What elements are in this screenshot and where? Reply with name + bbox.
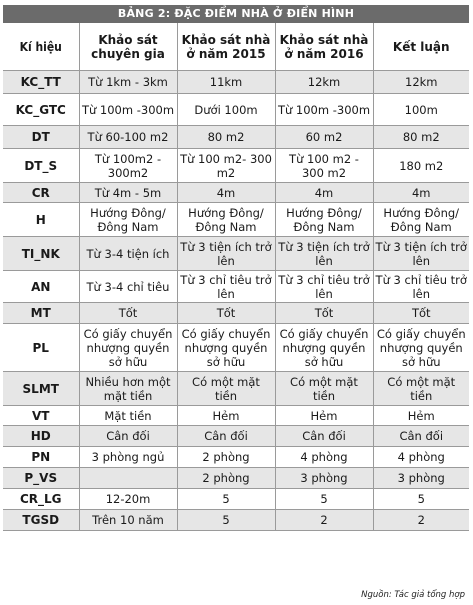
table-cell: Từ 3-4 tiện ích xyxy=(79,237,177,271)
table-cell: Từ 3 tiện ích trở lên xyxy=(373,237,469,271)
table-cell: 12km xyxy=(373,71,469,94)
table-cell: Cân đối xyxy=(275,426,373,447)
table-cell: 5 xyxy=(373,489,469,510)
row-key-cell: PL xyxy=(3,324,79,372)
table-cell: Có một mặt tiền xyxy=(177,372,275,406)
table-cell: Từ 3 tiện ích trở lên xyxy=(177,237,275,271)
table-cell: Cân đối xyxy=(177,426,275,447)
table-row xyxy=(3,183,469,203)
table-cell: Từ 100 m2- 300 m2 xyxy=(177,149,275,183)
table-cell: 11km xyxy=(177,71,275,94)
table-cell: 5 xyxy=(177,489,275,510)
table-row xyxy=(3,426,469,447)
table-cell: Cân đối xyxy=(79,426,177,447)
row-key-cell: VT xyxy=(3,406,79,426)
row-key-cell: DT_S xyxy=(3,149,79,183)
table-cell: 3 phòng xyxy=(373,468,469,489)
table-cell: Có một mặt tiền xyxy=(275,372,373,406)
table-cell: Có giấy chuyển nhượng quyền sở hữu xyxy=(79,324,177,372)
table-cell: Từ 3 tiện ích trở lên xyxy=(275,237,373,271)
table-cell: 4 phòng xyxy=(275,447,373,468)
table-cell: 4m xyxy=(177,183,275,203)
table-row xyxy=(3,468,469,489)
table-cell: Hẻm xyxy=(373,406,469,426)
header-cell: Khảo sát nhà ở năm 2015 xyxy=(177,23,275,71)
table-row xyxy=(3,271,469,303)
characteristics-table xyxy=(3,23,469,531)
table-cell: 4m xyxy=(373,183,469,203)
table-cell: Có giấy chuyển nhượng quyền sở hữu xyxy=(177,324,275,372)
row-key-cell: CR_LG xyxy=(3,489,79,510)
table-row xyxy=(3,126,469,149)
header-cell: Khảo sát chuyên gia xyxy=(79,23,177,71)
table-cell: 5 xyxy=(275,489,373,510)
table-row xyxy=(3,237,469,271)
table-cell: Tốt xyxy=(79,303,177,324)
table-body xyxy=(3,71,469,531)
table-cell: Hướng Đông/ Đông Nam xyxy=(177,203,275,237)
table-cell: 80 m2 xyxy=(373,126,469,149)
row-key-cell: KC_TT xyxy=(3,71,79,94)
table-cell: 5 xyxy=(177,510,275,531)
row-key-cell: DT xyxy=(3,126,79,149)
table-row xyxy=(3,203,469,237)
table-cell: Từ 100 m2 - 300 m2 xyxy=(275,149,373,183)
table-cell: Từ 60-100 m2 xyxy=(79,126,177,149)
table-cell: 4 phòng xyxy=(373,447,469,468)
row-key-cell: P_VS xyxy=(3,468,79,489)
table-row xyxy=(3,71,469,94)
table-cell: 80 m2 xyxy=(177,126,275,149)
table-cell: 4m xyxy=(275,183,373,203)
row-key-cell: CR xyxy=(3,183,79,203)
table-cell: Có giấy chuyển nhượng quyền sở hữu xyxy=(275,324,373,372)
header-row xyxy=(3,23,469,71)
row-key-cell: SLMT xyxy=(3,372,79,406)
table-cell: 12km xyxy=(275,71,373,94)
table-cell: Có giấy chuyển nhượng quyền sở hữu xyxy=(373,324,469,372)
table-cell: Hẻm xyxy=(275,406,373,426)
table-cell: Từ 100m2 - 300m2 xyxy=(79,149,177,183)
table-cell: 180 m2 xyxy=(373,149,469,183)
row-key-cell: PN xyxy=(3,447,79,468)
table-cell: 12-20m xyxy=(79,489,177,510)
table-cell: Tốt xyxy=(373,303,469,324)
header-cell: Khảo sát nhà ở năm 2016 xyxy=(275,23,373,71)
table-cell: Từ 100m -300m xyxy=(275,94,373,126)
table-row xyxy=(3,324,469,372)
table-cell: Từ 1km - 3km xyxy=(79,71,177,94)
table-cell: Tốt xyxy=(177,303,275,324)
table-cell: 2 xyxy=(373,510,469,531)
table-cell: Từ 4m - 5m xyxy=(79,183,177,203)
table-cell: Hẻm xyxy=(177,406,275,426)
table-row xyxy=(3,149,469,183)
table-cell: 3 phòng ngủ xyxy=(79,447,177,468)
table-container xyxy=(3,5,469,531)
table-row xyxy=(3,372,469,406)
header-cell: Kết luận xyxy=(373,23,469,71)
table-cell: 60 m2 xyxy=(275,126,373,149)
table-cell: Hướng Đông/ Đông Nam xyxy=(79,203,177,237)
source-note: Nguồn: Tác giả tổng hợp xyxy=(361,590,465,600)
table-cell: Hướng Đông/ Đông Nam xyxy=(275,203,373,237)
table-row xyxy=(3,406,469,426)
row-key-cell: H xyxy=(3,203,79,237)
row-key-cell: AN xyxy=(3,271,79,303)
table-cell: 2 phòng xyxy=(177,447,275,468)
table-cell: Nhiều hơn một mặt tiền xyxy=(79,372,177,406)
table-cell: Từ 3-4 chỉ tiêu xyxy=(79,271,177,303)
row-key-cell: MT xyxy=(3,303,79,324)
table-cell: Từ 3 chỉ tiêu trở lên xyxy=(275,271,373,303)
row-key-cell: TGSD xyxy=(3,510,79,531)
table-cell: Từ 3 chỉ tiêu trở lên xyxy=(373,271,469,303)
table-row xyxy=(3,489,469,510)
table-row xyxy=(3,303,469,324)
table-cell: 100m xyxy=(373,94,469,126)
table-cell: Trên 10 năm xyxy=(79,510,177,531)
table-cell: 2 phòng xyxy=(177,468,275,489)
header-cell: Kí hiệu xyxy=(3,23,79,71)
table-cell: 3 phòng xyxy=(275,468,373,489)
table-cell: Từ 100m -300m xyxy=(79,94,177,126)
table-cell: Cân đối xyxy=(373,426,469,447)
table-row xyxy=(3,94,469,126)
table-cell: Từ 3 chỉ tiêu trở lên xyxy=(177,271,275,303)
table-row xyxy=(3,447,469,468)
row-key-cell: HD xyxy=(3,426,79,447)
row-key-cell: KC_GTC xyxy=(3,94,79,126)
table-cell: Tốt xyxy=(275,303,373,324)
table-cell: Dưới 100m xyxy=(177,94,275,126)
table-cell: Có một mặt tiền xyxy=(373,372,469,406)
table-cell: Mặt tiền xyxy=(79,406,177,426)
row-key-cell: TI_NK xyxy=(3,237,79,271)
table-cell xyxy=(79,468,177,489)
table-row xyxy=(3,510,469,531)
table-title: BẢNG 2: ĐẶC ĐIỂM NHÀ Ở ĐIỂN HÌNH xyxy=(3,5,469,23)
table-cell: 2 xyxy=(275,510,373,531)
table-cell: Hướng Đông/ Đông Nam xyxy=(373,203,469,237)
